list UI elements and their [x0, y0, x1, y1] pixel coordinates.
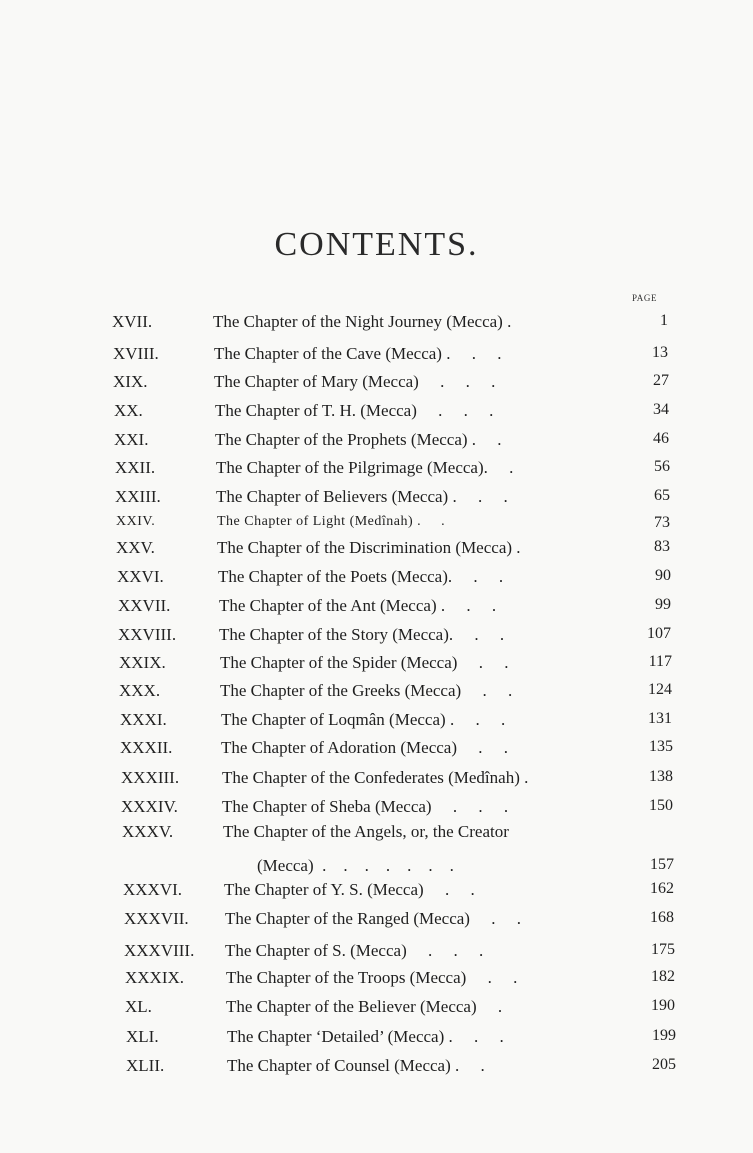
dot-leader: . . . [416, 401, 494, 420]
chapter-title: The Chapter of Y. S. (Mecca) [224, 880, 424, 899]
page-number: 131 [648, 710, 672, 727]
chapter-number: XXXVII. [124, 909, 189, 928]
chapter-number: XXX. [119, 681, 161, 700]
toc-entry [0, 567, 753, 597]
toc-entry [0, 909, 753, 939]
dot-leader: . . . [418, 372, 496, 391]
toc-entry [0, 372, 753, 402]
dot-leader: . . [457, 653, 509, 672]
page-number: 168 [650, 909, 674, 926]
chapter-title: The Chapter of the Pilgrimage (Mecca) [216, 458, 484, 477]
dot-leader: . . . [441, 344, 502, 363]
chapter-number: XVIII. [113, 344, 159, 363]
chapter-number: XLI. [126, 1027, 159, 1046]
toc-entry [0, 941, 753, 971]
toc-entry [0, 487, 753, 517]
chapter-number: XL. [125, 997, 152, 1016]
toc-entry [0, 710, 753, 740]
page-number: 107 [647, 625, 671, 642]
chapter-title: The Chapter of the Confederates (Medînah) [222, 768, 520, 787]
chapter-title: The Chapter of the Believer (Mecca) [226, 997, 477, 1016]
dot-leader: . [476, 997, 503, 1016]
chapter-number: XXIV. [116, 514, 156, 529]
chapter-number: XXXII. [120, 738, 173, 757]
dot-leader: . . . [444, 1027, 504, 1046]
page-number: 150 [649, 797, 673, 814]
chapter-title: (Mecca) [257, 856, 314, 875]
page-number: 205 [652, 1056, 676, 1073]
chapter-title: The Chapter of Adoration (Mecca) [221, 738, 458, 757]
page-number: 1 [660, 312, 668, 329]
chapter-number: XLII. [126, 1056, 165, 1075]
dot-leader: . [502, 312, 512, 331]
chapter-title: The Chapter of Counsel (Mecca) [227, 1056, 451, 1075]
dot-leader: . [519, 768, 529, 787]
chapter-number: XXVII. [118, 596, 171, 615]
chapter-title: The Chapter of the Greeks (Mecca) [220, 681, 462, 700]
chapter-number: XXI. [114, 430, 149, 449]
dot-leader: . . . [436, 596, 497, 615]
chapter-number: XIX. [113, 372, 148, 391]
page-number: 124 [648, 681, 672, 698]
chapter-title: The Chapter of Light (Medînah) [217, 514, 414, 529]
page-title: CONTENTS. [274, 226, 479, 263]
chapter-number: XXVI. [117, 567, 164, 586]
toc-entry [0, 1056, 753, 1086]
chapter-title: The Chapter of S. (Mecca) [225, 941, 407, 960]
page-number: 73 [654, 514, 670, 531]
page-number: 138 [649, 768, 673, 785]
chapter-number: XVII. [112, 312, 153, 331]
toc-entry [0, 968, 753, 998]
dot-leader: . . [483, 458, 514, 477]
dot-leader: . . . . . . . [313, 856, 454, 875]
dot-leader: . . [467, 430, 502, 449]
page-number: 13 [652, 344, 668, 361]
chapter-title: The Chapter of Mary (Mecca) [214, 372, 419, 391]
toc-entry [0, 312, 753, 342]
dot-leader: . . . [445, 710, 506, 729]
page-column-header: PAGE [632, 293, 658, 303]
chapter-title: The Chapter of Sheba (Mecca) [222, 797, 432, 816]
dot-leader: . . . [406, 941, 484, 960]
chapter-number: XXVIII. [118, 625, 177, 644]
chapter-number: XXIX. [119, 653, 166, 672]
page-number: 34 [653, 401, 669, 418]
page-number: 56 [654, 458, 670, 475]
page-number: 83 [654, 538, 670, 555]
chapter-title: The Chapter of Believers (Mecca) [216, 487, 449, 506]
chapter-title: The Chapter of the Story (Mecca) [219, 625, 449, 644]
dot-leader: . . [461, 681, 513, 700]
page-number: 190 [651, 997, 675, 1014]
chapter-number: XX. [114, 401, 143, 420]
chapter-title: The Chapter of the Spider (Mecca) [220, 653, 458, 672]
toc-entry [0, 738, 753, 768]
chapter-title: The Chapter of T. H. (Mecca) [215, 401, 417, 420]
chapter-number: XXII. [115, 458, 156, 477]
toc-entry [0, 997, 753, 1027]
page-number: 90 [655, 567, 671, 584]
chapter-number: XXXI. [120, 710, 167, 729]
toc-entry [0, 625, 753, 655]
chapter-number: XXXIV. [121, 797, 178, 816]
toc-entry [0, 681, 753, 711]
toc-entry [0, 344, 753, 374]
toc-entry [0, 401, 753, 431]
chapter-title: The Chapter ‘Detailed’ (Mecca) [227, 1027, 445, 1046]
dot-leader: . . [466, 968, 518, 987]
chapter-title: The Chapter of the Discrimination (Mecca) [217, 538, 513, 557]
dot-leader: . [512, 538, 521, 557]
chapter-number: XXIII. [115, 487, 161, 506]
page-number: 157 [650, 856, 674, 873]
page-number: 46 [653, 430, 669, 447]
chapter-number: XXXVIII. [124, 941, 195, 960]
page-number: 199 [652, 1027, 676, 1044]
chapter-title: The Chapter of the Poets (Mecca) [218, 567, 448, 586]
dot-leader: . . [423, 880, 475, 899]
page-number: 162 [650, 880, 674, 897]
toc-entry [0, 538, 753, 568]
toc-entry [0, 880, 753, 910]
dot-leader: . . [457, 738, 509, 757]
page-number: 182 [651, 968, 675, 985]
chapter-title: The Chapter of the Ant (Mecca) [219, 596, 437, 615]
dot-leader: . . [413, 514, 446, 529]
dot-leader: . . . [448, 625, 505, 644]
dot-leader: . . [469, 909, 521, 928]
chapter-title: The Chapter of the Night Journey (Mecca) [213, 312, 503, 331]
toc-entry [0, 458, 753, 488]
toc-entry [0, 653, 753, 683]
chapter-number: XXXVI. [123, 880, 183, 899]
dot-leader: . . [450, 1056, 485, 1075]
page-number: 175 [651, 941, 675, 958]
chapter-title: The Chapter of the Ranged (Mecca) [225, 909, 470, 928]
chapter-number: XXXIX. [125, 968, 185, 987]
chapter-number: XXXV. [122, 822, 174, 841]
toc-entry [0, 596, 753, 626]
chapter-title: The Chapter of the Prophets (Mecca) [215, 430, 468, 449]
page-number: 117 [648, 653, 672, 670]
dot-leader: . . . [447, 567, 504, 586]
chapter-title: The Chapter of the Cave (Mecca) [214, 344, 442, 363]
chapter-number: XXXIII. [121, 768, 180, 787]
toc-entry [0, 430, 753, 460]
chapter-title: The Chapter of Loqmân (Mecca) [221, 710, 446, 729]
chapter-title: The Chapter of the Troops (Mecca) [226, 968, 467, 987]
page-number: 27 [653, 372, 669, 389]
toc-entry [0, 822, 753, 852]
toc-entry [0, 1027, 753, 1057]
toc-entry [0, 768, 753, 798]
dot-leader: . . . [448, 487, 508, 506]
page-number: 135 [649, 738, 673, 755]
page-number: 65 [654, 487, 670, 504]
page-number: 99 [655, 596, 671, 613]
dot-leader: . . . [431, 797, 509, 816]
chapter-title: The Chapter of the Angels, or, the Creator [223, 822, 509, 841]
chapter-number: XXV. [116, 538, 155, 557]
